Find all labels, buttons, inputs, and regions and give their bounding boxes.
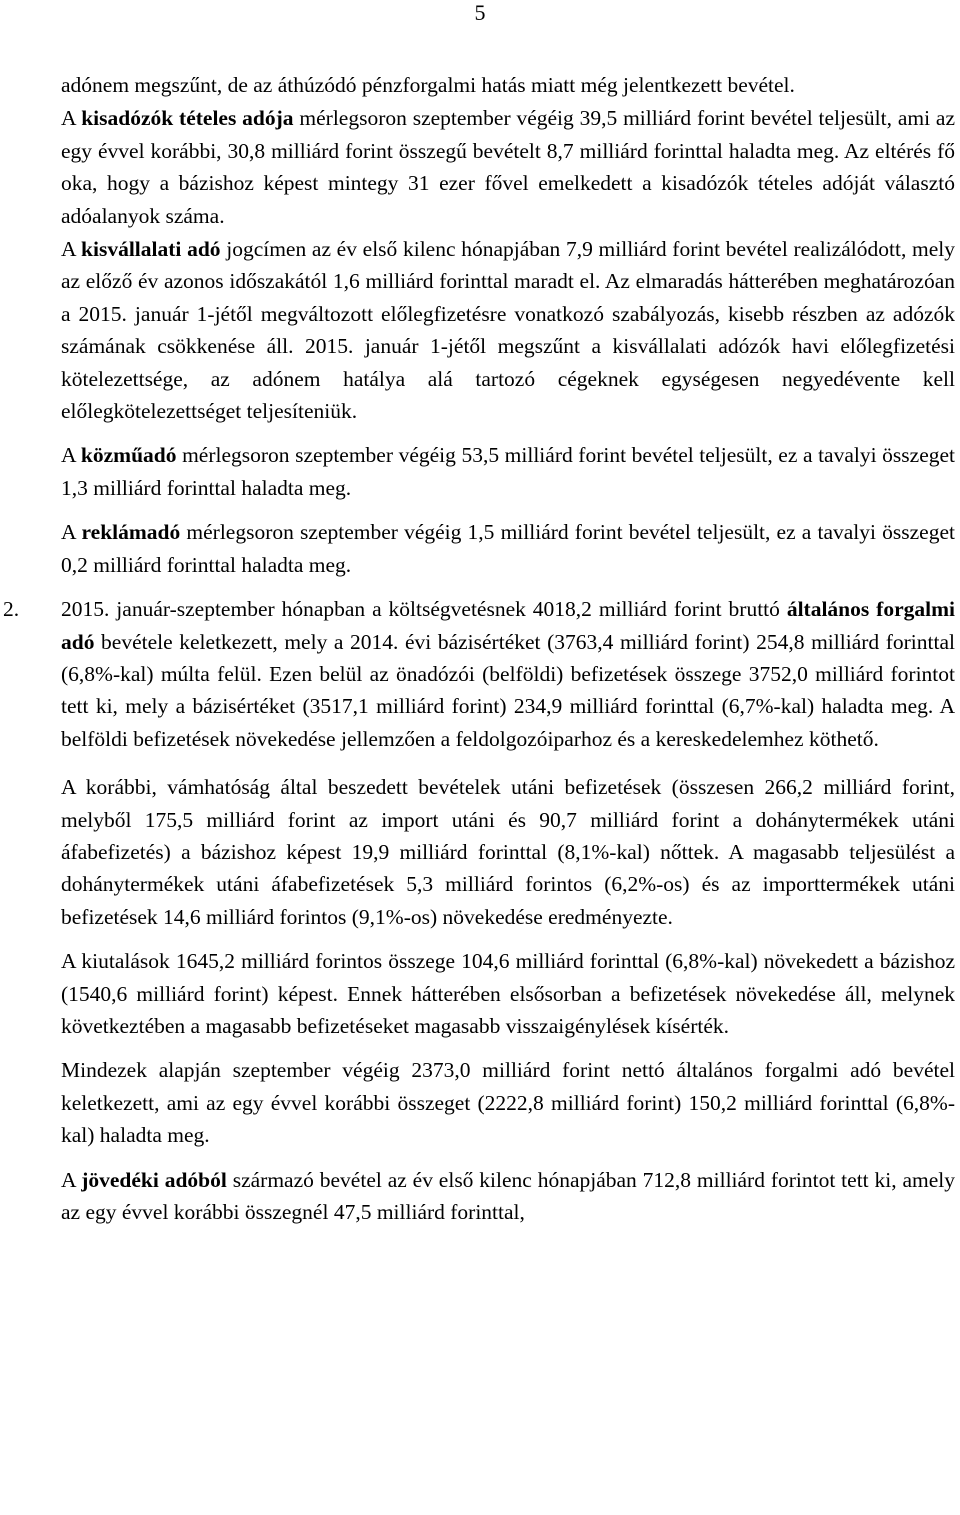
paragraph-text: 2015. január-szeptember hónapban a költségvetésnek 4018,2 milliárd forint bruttó xyxy=(61,597,787,622)
paragraph-text: A xyxy=(61,520,82,545)
paragraph-text: mérlegsoron szeptember végéig 53,5 milliárd forint bevétel teljesült, ez a tavalyi összeget 1,3 milliárd forinttal haladta meg. xyxy=(61,443,956,500)
paragraph-text: jogcímen az év első kilenc hónapjában 7,9 milliárd forint bevétel realizálódott, mely az előző év azonos időszakától 1,6 milliárd forinttal maradt el. Az elmaradás hátterében meghatározóan a 2015. január 1-jétől megváltozott előlegfizetésre vonatkozó szabályozás, kisebb részben az adózók számának csökkenése áll. 2015. január 1-jétől megszűnt a kisvállalati adózók havi előlegfizetési kötelezettsége, az adónem hatálya alá tartozó cégeknek egységesen negyedévente kell előlegkötelezettséget teljesíteniük. xyxy=(61,237,956,424)
paragraph-text: származó bevétel az év első kilenc hónapjában 712,8 milliárd forintot tett ki, amely az egy évvel korábbi összegnél 47,5 milliárd forinttal, xyxy=(61,1167,956,1224)
paragraph-text: A xyxy=(61,106,82,131)
term-kozmuado: közműadó xyxy=(80,443,177,468)
paragraph-kozmuado xyxy=(61,439,955,504)
document-body xyxy=(3,69,956,1228)
paragraph-kisadozok xyxy=(61,102,955,232)
paragraph-jovedeki xyxy=(61,1164,955,1229)
paragraph-carryover: adónem megszűnt, de az áthúzódó pénzforgalmi hatás miatt még jelentkezett bevétel. xyxy=(61,73,795,97)
page-number: 5 xyxy=(474,0,486,25)
paragraph-vamhatosag: A korábbi, vámhatóság által beszedett bevételek utáni befizetések (összesen 266,2 milliárd forint, melyből 175,5 milliárd forint az import utáni és 90,7 milliárd forint a dohánytermékek utáni áfabefizetés) a bázishoz képest 19,9 milliárd forinttal (8,1%-kal) nőttek. A magasabb teljesülést a dohánytermékek utáni áfabefizetések 5,3 milliárd forintos (6,2%-os) és az importtermékek utáni befizetések 14,6 milliárd forintos (9,1%-os) növekedése eredményezte. xyxy=(61,775,955,929)
paragraph-kiutalasok: A kiutalások 1645,2 milliárd forintos összege 104,6 milliárd forinttal (6,8%-kal) növekedett a bázishoz (1540,6 milliárd forint) képest. Ennek hátterében elsősorban a befizetések növekedése áll, melynek következtében a magasabb befizetéseket magasabb visszaigénylések kísérték. xyxy=(61,949,955,1038)
list-item-number: 2. xyxy=(3,597,20,622)
paragraph-kisvallalati xyxy=(61,233,955,427)
term-reklamado: reklámadó xyxy=(81,520,181,545)
paragraph-text: A xyxy=(61,237,82,262)
paragraph-text: A xyxy=(61,1167,82,1192)
term-kisadozok: kisadózók tételes adója xyxy=(81,106,294,131)
paragraph-netto-afa: Mindezek alapján szeptember végéig 2373,0 milliárd forint nettó általános forgalmi adó bevétel keletkezett, ami az egy évvel korábbi összeget (2222,8 milliárd forint) 150,2 milliárd forinttal (6,8%-kal) haladta meg. xyxy=(61,1058,955,1148)
paragraph-text: A xyxy=(61,443,81,468)
paragraph-reklamado xyxy=(61,516,955,581)
term-kisvallalati: kisvállalati adó xyxy=(81,237,221,262)
paragraph-text: bevétele keletkezett, mely a 2014. évi bázisértéket (3763,4 milliárd forint) 254,8 milliárd forinttal (6,8%-kal) múlta felül. Ezen belül az önadózói (belföldi) befizetések összege 3752,0 milliárd forintot tett ki, mely a bázisértéket (3517,1 milliárd forint) 234,9 milliárd forinttal (6,7%-kal) haladta meg. A belföldi befizetések növekedése jellemzően a feldolgozóiparhoz és a kereskedelemhez köthető. xyxy=(61,629,955,751)
paragraph-text: mérlegsoron szeptember végéig 39,5 milliárd forint bevétel teljesült, ami az egy évvel korábbi, 30,8 milliárd forint összegű bevételt 8,7 milliárd forinttal haladta meg. Az eltérés fő oka, hogy a bázishoz képest mintegy 31 ezer fővel emelkedett a kisadózók tételes adóját választó adóalanyok száma. xyxy=(61,106,955,228)
term-afa: általános forgalmi adó xyxy=(61,597,955,654)
term-jovedeki: jövedéki adóból xyxy=(81,1167,227,1192)
paragraph-text: mérlegsoron szeptember végéig 1,5 milliárd forint bevétel teljesült, ez a tavalyi összeget 0,2 milliárd forinttal haladta meg. xyxy=(61,520,955,577)
list-item-afa xyxy=(3,593,955,755)
